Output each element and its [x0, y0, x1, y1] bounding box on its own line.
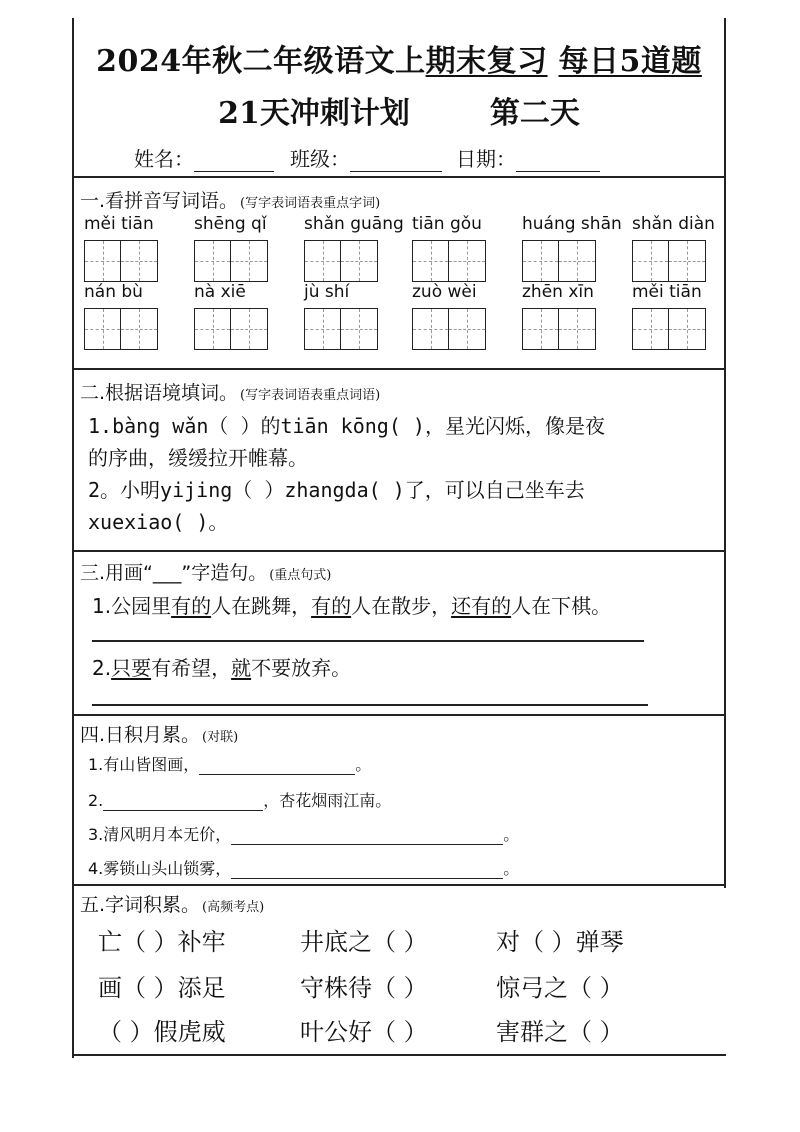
- couplet-1: 1.有山皆图画， 。: [88, 755, 372, 774]
- writing-grid[interactable]: [412, 240, 486, 282]
- page-title: 2024年秋二年级语文上期末复习 每日5道题: [96, 44, 702, 79]
- writing-grid[interactable]: [304, 308, 378, 350]
- grid-cell[interactable]: [669, 309, 705, 349]
- pinyin-label: shǎn guāng: [304, 214, 404, 234]
- pinyin-label: zhēn xīn: [522, 282, 594, 302]
- right-border: [724, 18, 726, 888]
- answer-line-2[interactable]: [92, 704, 648, 706]
- fill-line-2: 的序曲，缓缓拉开帷幕。: [88, 446, 308, 470]
- grid-cell[interactable]: [305, 309, 341, 349]
- pinyin-label: měi tiān: [84, 214, 154, 234]
- grid-cell[interactable]: [341, 309, 377, 349]
- date-field[interactable]: 日期：: [456, 143, 600, 172]
- writing-grid[interactable]: [632, 308, 706, 350]
- plan-label: 21天冲刺计划: [218, 96, 410, 131]
- writing-grid[interactable]: [412, 308, 486, 350]
- grid-cell[interactable]: [341, 241, 377, 281]
- left-border: [72, 18, 74, 1058]
- pinyin-label: tiān gǒu: [412, 214, 482, 234]
- grid-cell[interactable]: [559, 241, 595, 281]
- grid-cell[interactable]: [669, 241, 705, 281]
- idiom-item: 对（ ）弹琴: [496, 928, 624, 956]
- sentence-1: 1.公园里有的人在跳舞，有的人在散步，还有的人在下棋。: [92, 594, 612, 618]
- grid-cell[interactable]: [413, 309, 449, 349]
- grid-cell[interactable]: [523, 241, 559, 281]
- pinyin-label: měi tiān: [632, 282, 702, 302]
- worksheet: [72, 18, 726, 1058]
- grid-cell[interactable]: [523, 309, 559, 349]
- page-subtitle: [72, 88, 726, 132]
- writing-grid[interactable]: [84, 308, 158, 350]
- writing-grid[interactable]: [84, 240, 158, 282]
- idiom-item: 守株待（ ）: [300, 974, 428, 1002]
- section5-title: 五.字词积累。 (高频考点): [80, 894, 265, 916]
- pinyin-label: nà xiē: [194, 282, 246, 302]
- fill-line-3: 2。小明yijing（ ）zhangda( )了，可以自己坐车去: [88, 478, 585, 502]
- fill-line-1: 1.bàng wǎn（ ）的tiān kōng( )，星光闪烁，像是夜: [88, 414, 605, 438]
- divider: [72, 884, 726, 886]
- grid-cell[interactable]: [121, 241, 157, 281]
- divider: [72, 176, 726, 178]
- section3-title: 三.用画“___”字造句。 (重点句式): [80, 562, 332, 584]
- pinyin-label: shēng qǐ: [194, 214, 267, 234]
- day-label: 第二天: [489, 96, 580, 131]
- pinyin-label: shǎn diàn: [632, 214, 715, 234]
- writing-grid[interactable]: [522, 308, 596, 350]
- fill-line-4: xuexiao( )。: [88, 510, 229, 534]
- grid-cell[interactable]: [231, 241, 267, 281]
- section1-title: 一.看拼音写词语。 (写字表词语表重点字词): [80, 190, 381, 212]
- grid-cell[interactable]: [231, 309, 267, 349]
- class-field[interactable]: 班级：: [290, 143, 442, 172]
- sentence-2: 2.只要有希望，就不要放弃。: [92, 656, 352, 680]
- grid-cell[interactable]: [305, 241, 341, 281]
- grid-cell[interactable]: [85, 309, 121, 349]
- writing-grid[interactable]: [194, 308, 268, 350]
- idiom-item: 亡（ ）补牢: [98, 928, 226, 956]
- bottom-border: [72, 1054, 726, 1056]
- grid-cell[interactable]: [449, 309, 485, 349]
- couplet-4: 4.雾锁山头山锁雾， 。: [88, 859, 520, 878]
- pinyin-label: zuò wèi: [412, 282, 477, 302]
- grid-cell[interactable]: [121, 309, 157, 349]
- idiom-item: 惊弓之（ ）: [496, 974, 624, 1002]
- section2-title: 二.根据语境填词。 (写字表词语表重点词语): [80, 382, 381, 404]
- grid-cell[interactable]: [413, 241, 449, 281]
- pinyin-label: nán bù: [84, 282, 143, 302]
- answer-line-1[interactable]: [92, 640, 644, 642]
- grid-cell[interactable]: [633, 309, 669, 349]
- grid-cell[interactable]: [633, 241, 669, 281]
- section4-title: 四.日积月累。 (对联): [80, 724, 239, 746]
- writing-grid[interactable]: [304, 240, 378, 282]
- grid-cell[interactable]: [195, 309, 231, 349]
- divider: [72, 550, 726, 552]
- divider: [72, 368, 726, 370]
- writing-grid[interactable]: [194, 240, 268, 282]
- idiom-item: 害群之（ ）: [496, 1018, 624, 1046]
- idiom-item: （ ）假虎威: [98, 1018, 226, 1046]
- couplet-2: 2. ，杏花烟雨江南。: [88, 791, 392, 810]
- grid-cell[interactable]: [449, 241, 485, 281]
- grid-cell[interactable]: [195, 241, 231, 281]
- idiom-item: 井底之（ ）: [300, 928, 428, 956]
- idiom-item: 叶公好（ ）: [300, 1018, 428, 1046]
- divider: [72, 714, 726, 716]
- pinyin-label: huáng shān: [522, 214, 622, 234]
- writing-grid[interactable]: [632, 240, 706, 282]
- grid-cell[interactable]: [85, 241, 121, 281]
- idiom-item: 画（ ）添足: [98, 974, 226, 1002]
- name-field[interactable]: 姓名：: [134, 143, 274, 172]
- grid-cell[interactable]: [559, 309, 595, 349]
- couplet-3: 3.清风明月本无价， 。: [88, 825, 520, 844]
- writing-grid[interactable]: [522, 240, 596, 282]
- pinyin-label: jù shí: [304, 282, 350, 302]
